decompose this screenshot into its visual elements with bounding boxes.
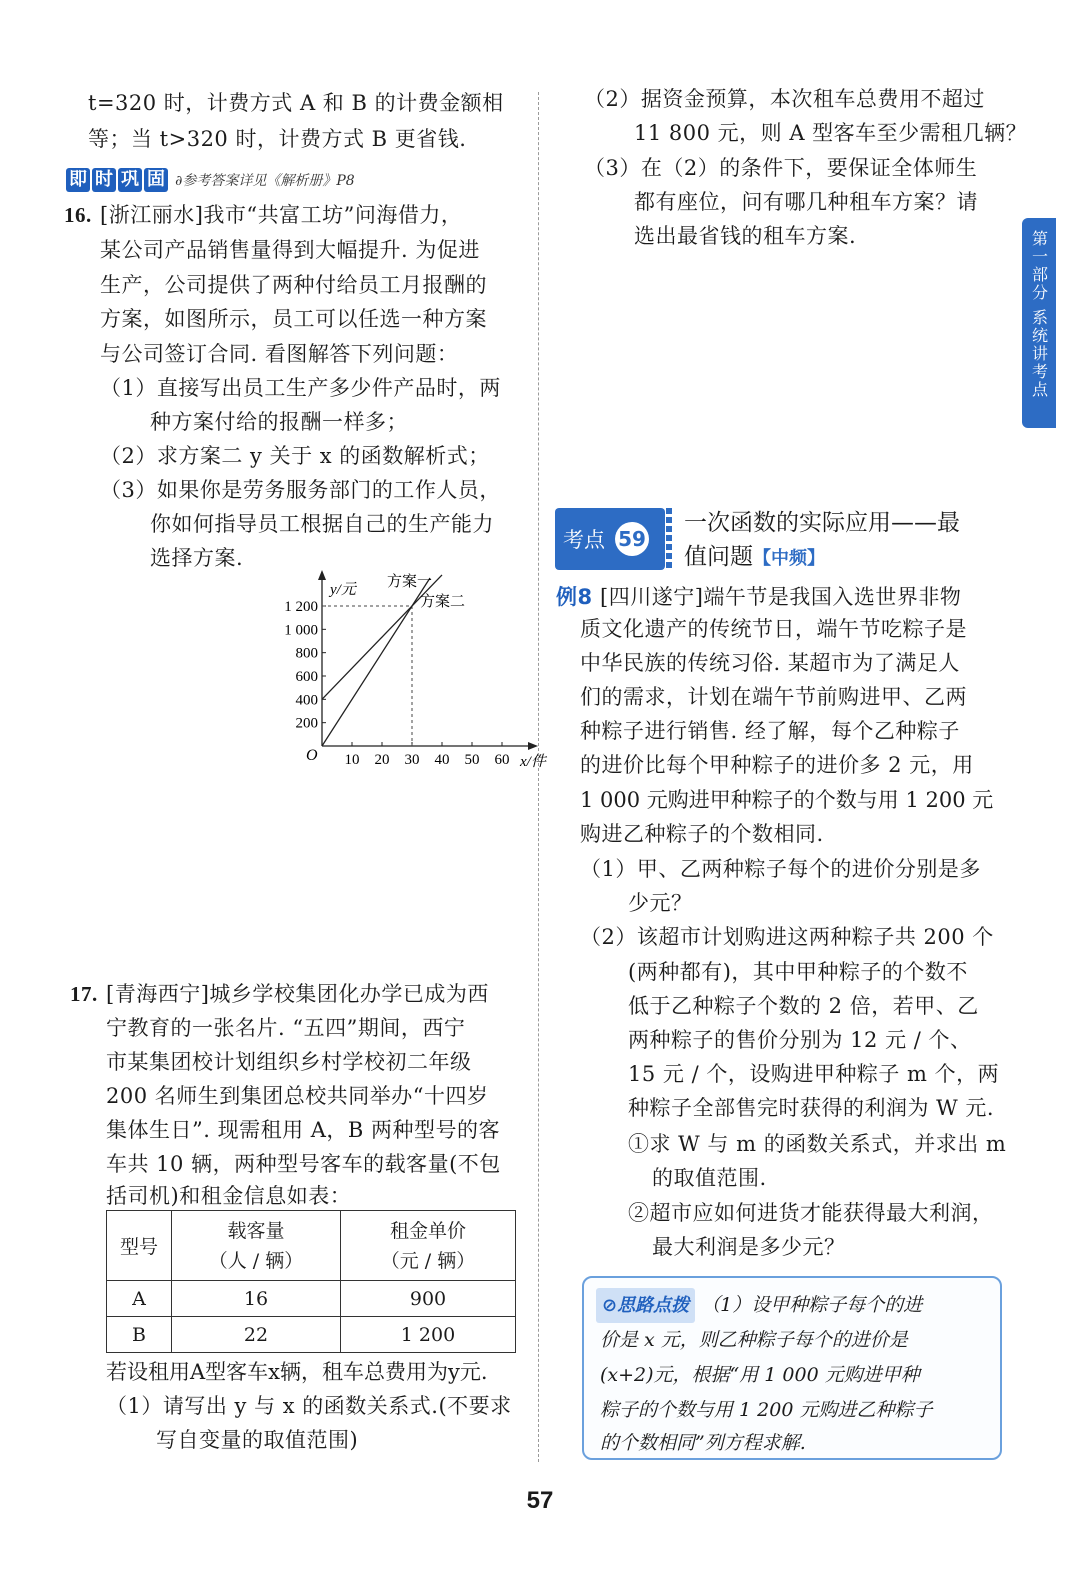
consolidate-ref: 参考答案详见《解析册》P8 <box>182 173 355 189</box>
example-line-4: 们的需求，计划在端午节前购进甲、乙两 <box>580 685 967 709</box>
q16-chart <box>260 570 546 780</box>
kp-label: 考点 <box>563 528 605 552</box>
column-divider <box>538 92 539 1462</box>
q17-after-2: （1）请写出 y 与 x 的函数关系式.(不要求 <box>106 1394 512 1418</box>
q17-line-5: 集体生日”. 现需租用 A，B 两种型号的客 <box>106 1118 501 1142</box>
example-sub-2: （2）该超市计划购进这两种粽子共 200 个 <box>580 925 994 949</box>
q16-sub-2: （2）求方案二 y 关于 x 的函数解析式； <box>100 444 490 468</box>
x-tick-label: 40 <box>434 752 450 768</box>
hint-line-1 <box>596 1288 922 1323</box>
consolidate-tag-2: 时 <box>92 168 116 192</box>
table-header-cell-line: （元 / 辆） <box>380 1249 476 1272</box>
q17-after-1: 若设租用A型客车x辆，租车总费用为y元. <box>106 1360 488 1384</box>
example-line-6: 的进价比每个甲种粽子的进价多 2 元，用 <box>580 753 974 777</box>
table-header-cell-line: 租金单价 <box>389 1219 466 1242</box>
example-line-1: [四川遂宁]端午节是我国入选世界非物 <box>600 585 962 609</box>
x-tick-label: 30 <box>404 752 420 768</box>
q17-line-6: 车共 10 辆，两种型号客车的载客量(不包 <box>106 1152 501 1176</box>
x-tick-label: 60 <box>494 752 510 768</box>
side-tab-text: 第一部分 系统讲考点 <box>1029 230 1049 400</box>
q17-line-1: [青海西宁]城乡学校集团化办学已成为西 <box>106 982 489 1006</box>
hint-tag <box>596 1288 695 1323</box>
table-header-cell-line: 载客量 <box>227 1219 285 1242</box>
example-sub-2b: (两种都有)，其中甲种粽子的个数不 <box>628 960 968 984</box>
right-top-line-1: （2）据资金预算，本次租车总费用不超过 <box>584 87 985 111</box>
example-sub-2c: 低于乙种粽子个数的 2 倍，若甲、乙 <box>628 994 979 1018</box>
x-tick-label: 50 <box>464 752 480 768</box>
q16-sub-1: （1）直接写出员工生产多少件产品时，两 <box>100 376 501 400</box>
table-header-cell <box>172 1211 341 1281</box>
y-tick-label: 1 000 <box>284 622 318 639</box>
table-cell: 16 <box>172 1281 341 1317</box>
example-sub-2-i: ①求 W 与 m 的函数关系式，并求出 m <box>628 1132 1007 1156</box>
table-header-cell: 型号 <box>107 1211 172 1281</box>
example-sub-2-ib: 的取值范围. <box>652 1166 767 1190</box>
example-line-3: 中华民族的传统习俗. 某超市为了满足人 <box>580 651 960 675</box>
q17-line-2: 宁教育的一张名片. “五四”期间，西宁 <box>106 1016 466 1040</box>
q16-line-1: [浙江丽水]我市“共富工坊”问海借力， <box>100 203 463 227</box>
consolidate-tag-4: 固 <box>144 168 168 192</box>
q16-line-4: 方案，如图所示，员工可以任选一种方案 <box>100 307 487 331</box>
hint-line-3: (x+2)元，根据“用 1 000 元购进甲种 <box>600 1364 920 1386</box>
table-cell: 900 <box>341 1281 516 1317</box>
consolidate-heading <box>66 168 355 192</box>
left-top-line-2: 等；当 t>320 时，计费方式 B 更省钱. <box>88 127 467 151</box>
page-number: 57 <box>526 1487 554 1514</box>
series-line-2 <box>322 578 430 746</box>
link-icon: ∂ <box>175 173 183 189</box>
hint-line-4: 粽子的个数与用 1 200 元购进乙种粽子 <box>600 1399 933 1421</box>
kp-frequency: 【中频】 <box>753 548 825 569</box>
consolidate-tag-3: 巩 <box>118 168 142 192</box>
kp-title-line-1: 一次函数的实际应用——最 <box>684 510 960 536</box>
table-cell: B <box>107 1317 172 1353</box>
left-top-line-1: t=320 时，计费方式 A 和 B 的计费金额相 <box>88 91 504 115</box>
right-top-line-2: 11 800 元，则 A 型客车至少需租几辆？ <box>634 121 1028 145</box>
table-header-row <box>107 1211 516 1281</box>
x-tick-label: 20 <box>374 752 390 768</box>
example-sub-2e: 15 元 / 个，设购进甲种粽子 m 个，两 <box>628 1062 1000 1086</box>
q16-sub-3c: 选择方案. <box>150 546 244 570</box>
example-line-7: 1 000 元购进甲种粽子的个数与用 1 200 元 <box>580 788 994 812</box>
right-top-line-5: 选出最省钱的租车方案. <box>634 224 857 248</box>
check-circle-icon: ⊘ <box>602 1295 618 1316</box>
series-label-2: 方案二 <box>420 594 466 610</box>
q17-line-7: 括司机)和租金信息如表： <box>106 1184 352 1208</box>
consolidate-tag-1: 即 <box>66 168 90 192</box>
y-axis-label: y/元 <box>330 582 356 598</box>
hint-line-2: 价是 x 元，则乙种粽子每个的进价是 <box>600 1329 908 1351</box>
kp-stripe <box>666 508 672 570</box>
x-tick-label: 10 <box>344 752 360 768</box>
q16-line-3: 生产，公司提供了两种付给员工月报酬的 <box>100 273 487 297</box>
x-axis-label: x/件 <box>520 754 546 770</box>
series-label-1: 方案一 <box>387 574 433 590</box>
table-cell: 1 200 <box>341 1317 516 1353</box>
chart-plot-area <box>284 570 548 770</box>
y-tick-label: 1 200 <box>284 599 318 615</box>
q17-line-4: 200 名师生到集团总校共同举办“十四岁 <box>106 1084 489 1108</box>
example-line-8: 购进乙种粽子的个数相同. <box>580 822 824 846</box>
section-side-tab <box>1022 218 1056 428</box>
y-tick-label: 400 <box>295 692 318 709</box>
q16-line-2: 某公司产品销售量得到大幅提升. 为促进 <box>100 238 480 262</box>
example-sub-2f: 种粽子全部售完时获得的利润为 W 元. <box>628 1096 995 1120</box>
example-sub-2-ii: ②超市应如何进货才能获得最大利润， <box>628 1201 994 1225</box>
kp-title-line-2-text: 值问题 <box>684 544 753 570</box>
table-header-cell-line: （人 / 辆） <box>208 1249 304 1272</box>
y-tick-label: 800 <box>295 645 318 662</box>
table-cell: A <box>107 1281 172 1317</box>
x-axis-arrow <box>528 742 538 750</box>
q17-number: 17. <box>70 982 98 1006</box>
example-label: 例8 <box>556 585 593 609</box>
example-sub-1: （1）甲、乙两种粽子每个的进价分别是多 <box>580 857 981 881</box>
example-line-2: 质文化遗产的传统节日，端午节吃粽子是 <box>580 617 967 641</box>
q16-sub-3b: 你如何指导员工根据自己的生产能力 <box>150 512 494 536</box>
hint-tag-label: 思路点拨 <box>617 1295 690 1316</box>
kp-title <box>684 506 960 576</box>
y-tick-label: 200 <box>295 715 318 732</box>
q17-after-3: 写自变量的取值范围) <box>156 1428 359 1452</box>
example-sub-2-iib: 最大利润是多少元？ <box>652 1235 846 1259</box>
q17-line-3: 市某集团校计划组织乡村学校初二年级 <box>106 1050 472 1074</box>
kp-number: 59 <box>615 522 649 556</box>
right-top-line-3: （3）在（2）的条件下，要保证全体师生 <box>584 156 978 180</box>
q16-number: 16. <box>64 203 92 227</box>
right-top-line-4: 都有座位，问有哪几种租车方案？请 <box>634 190 978 214</box>
kp-title-line-2 <box>684 540 960 576</box>
example-line-5: 种粽子进行销售. 经了解，每个乙种粽子 <box>580 719 960 743</box>
y-axis-arrow <box>318 570 326 580</box>
q16-sub-3: （3）如果你是劳务服务部门的工作人员， <box>100 478 501 502</box>
kp-badge <box>555 508 665 570</box>
table-header-cell <box>341 1211 516 1281</box>
rental-table <box>106 1210 516 1353</box>
hint-line-5: 的个数相同”列方程求解. <box>600 1432 806 1454</box>
table-cell: 22 <box>172 1317 341 1353</box>
q16-line-5: 与公司签订合同. 看图解答下列问题： <box>100 342 459 366</box>
hint-line-1-text: （1）设甲种粽子每个的进 <box>701 1294 923 1316</box>
table-row <box>107 1281 516 1317</box>
hint-box <box>582 1276 1002 1460</box>
y-tick-label: 600 <box>295 669 318 685</box>
example-sub-1b: 少元？ <box>628 891 693 915</box>
example-sub-2d: 两种粽子的售价分别为 12 元 / 个、 <box>628 1028 972 1052</box>
q16-sub-1b: 种方案付给的报酬一样多； <box>150 410 408 434</box>
origin-label: O <box>306 747 318 764</box>
table-row <box>107 1317 516 1353</box>
